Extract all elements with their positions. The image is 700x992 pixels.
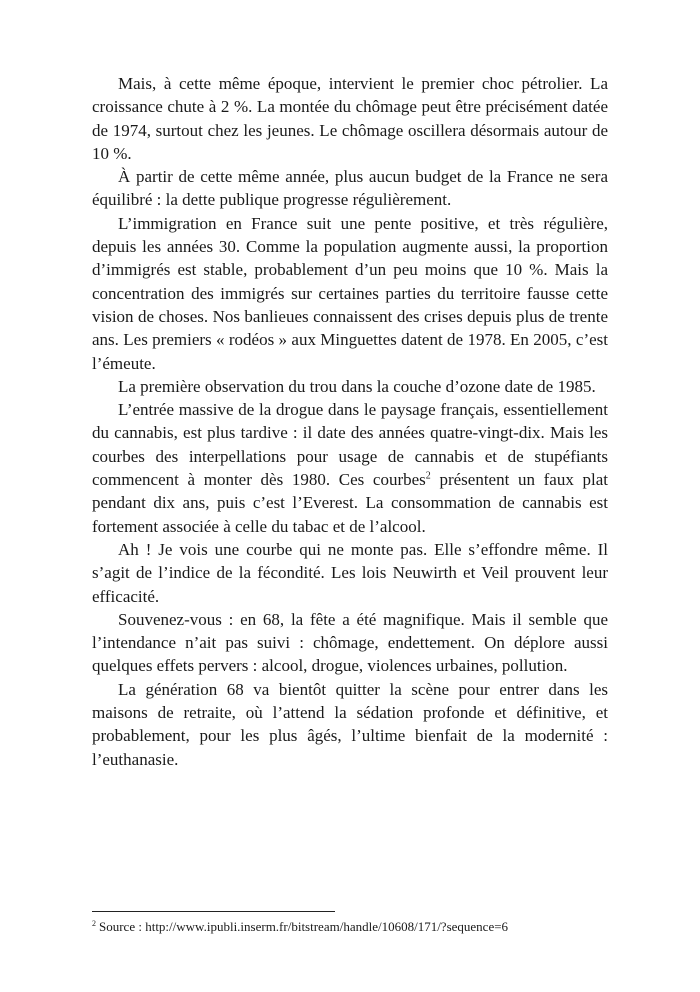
paragraph-drugs-text-after: présentent un faux plat pendant dix ans, puis c’est l’Everest. La consommation de cannabis est fortement associée à celle du tabac et de l’alcool. [92, 470, 608, 536]
footnote-text: Source : http://www.ipubli.inserm.fr/bitstream/handle/10608/171/?sequence=6 [99, 919, 509, 934]
footnote-divider [92, 911, 335, 912]
paragraph-fertility: Ah ! Je vois une courbe qui ne monte pas. Elle s’effondre même. Il s’agit de l’indice de la fécondité. Les lois Neuwirth et Veil prouvent leur efficacité. [92, 539, 608, 606]
paragraph-public-debt: À partir de cette même année, plus aucun budget de la France ne sera équilibré : la dette publique progresse régulièrement. [92, 167, 608, 210]
paragraph-drugs [92, 398, 608, 538]
paragraph-immigration: L’immigration en France suit une pente positive, et très régulière, depuis les années 30. Comme la population augmente aussi, la proportion d’immigrés est stable, probablement d’un peu moins que 10 %. Mais la concentration des immigrés sur certaines parties du territoire fausse cette vision de choses. Nos banlieues connaissent des crises depuis plus de trente ans. Les premiers « rodéos » aux Minguettes datent de 1978. En 2005, c’est l’émeute. [92, 213, 608, 373]
footnote [92, 919, 612, 935]
paragraph-oil-shock: Mais, à cette même époque, intervient le premier choc pétrolier. La croissance chute à 2 %. La montée du chômage peut être précisément datée de 1974, surtout chez les jeunes. Le chômage oscillera désormais autour de 10 %. [92, 74, 608, 163]
paragraph-drugs-text-before: L’entrée massive de la drogue dans le paysage français, essentiellement du cannabis, est plus tardive : il date des années quatre-vingt-dix. Mais les courbes des interpellations pour usage de cannabis et de stupéfiants commencent à monter dès 1980. Ces courbes [92, 400, 608, 490]
footnote-number: 2 [92, 918, 96, 928]
paragraph-ozone: La première observation du trou dans la couche d’ozone date de 1985. [118, 376, 596, 396]
footnote-reference[interactable]: 2 [425, 470, 431, 482]
paragraph-retirement: La génération 68 va bientôt quitter la scène pour entrer dans les maisons de retraite, où l’attend la sédation profonde et définitive, et probablement, pour les plus âgés, l’ultime bienfait de la modernité : l’euthanasie. [92, 679, 608, 769]
page-body [92, 72, 608, 771]
paragraph-sixty-eight: Souvenez-vous : en 68, la fête a été magnifique. Mais il semble que l’intendance n’ait pas suivi : chômage, endettement. On déplore aussi quelques effets pervers : alcool, drogue, violences urbaines, pollution. [92, 609, 608, 676]
